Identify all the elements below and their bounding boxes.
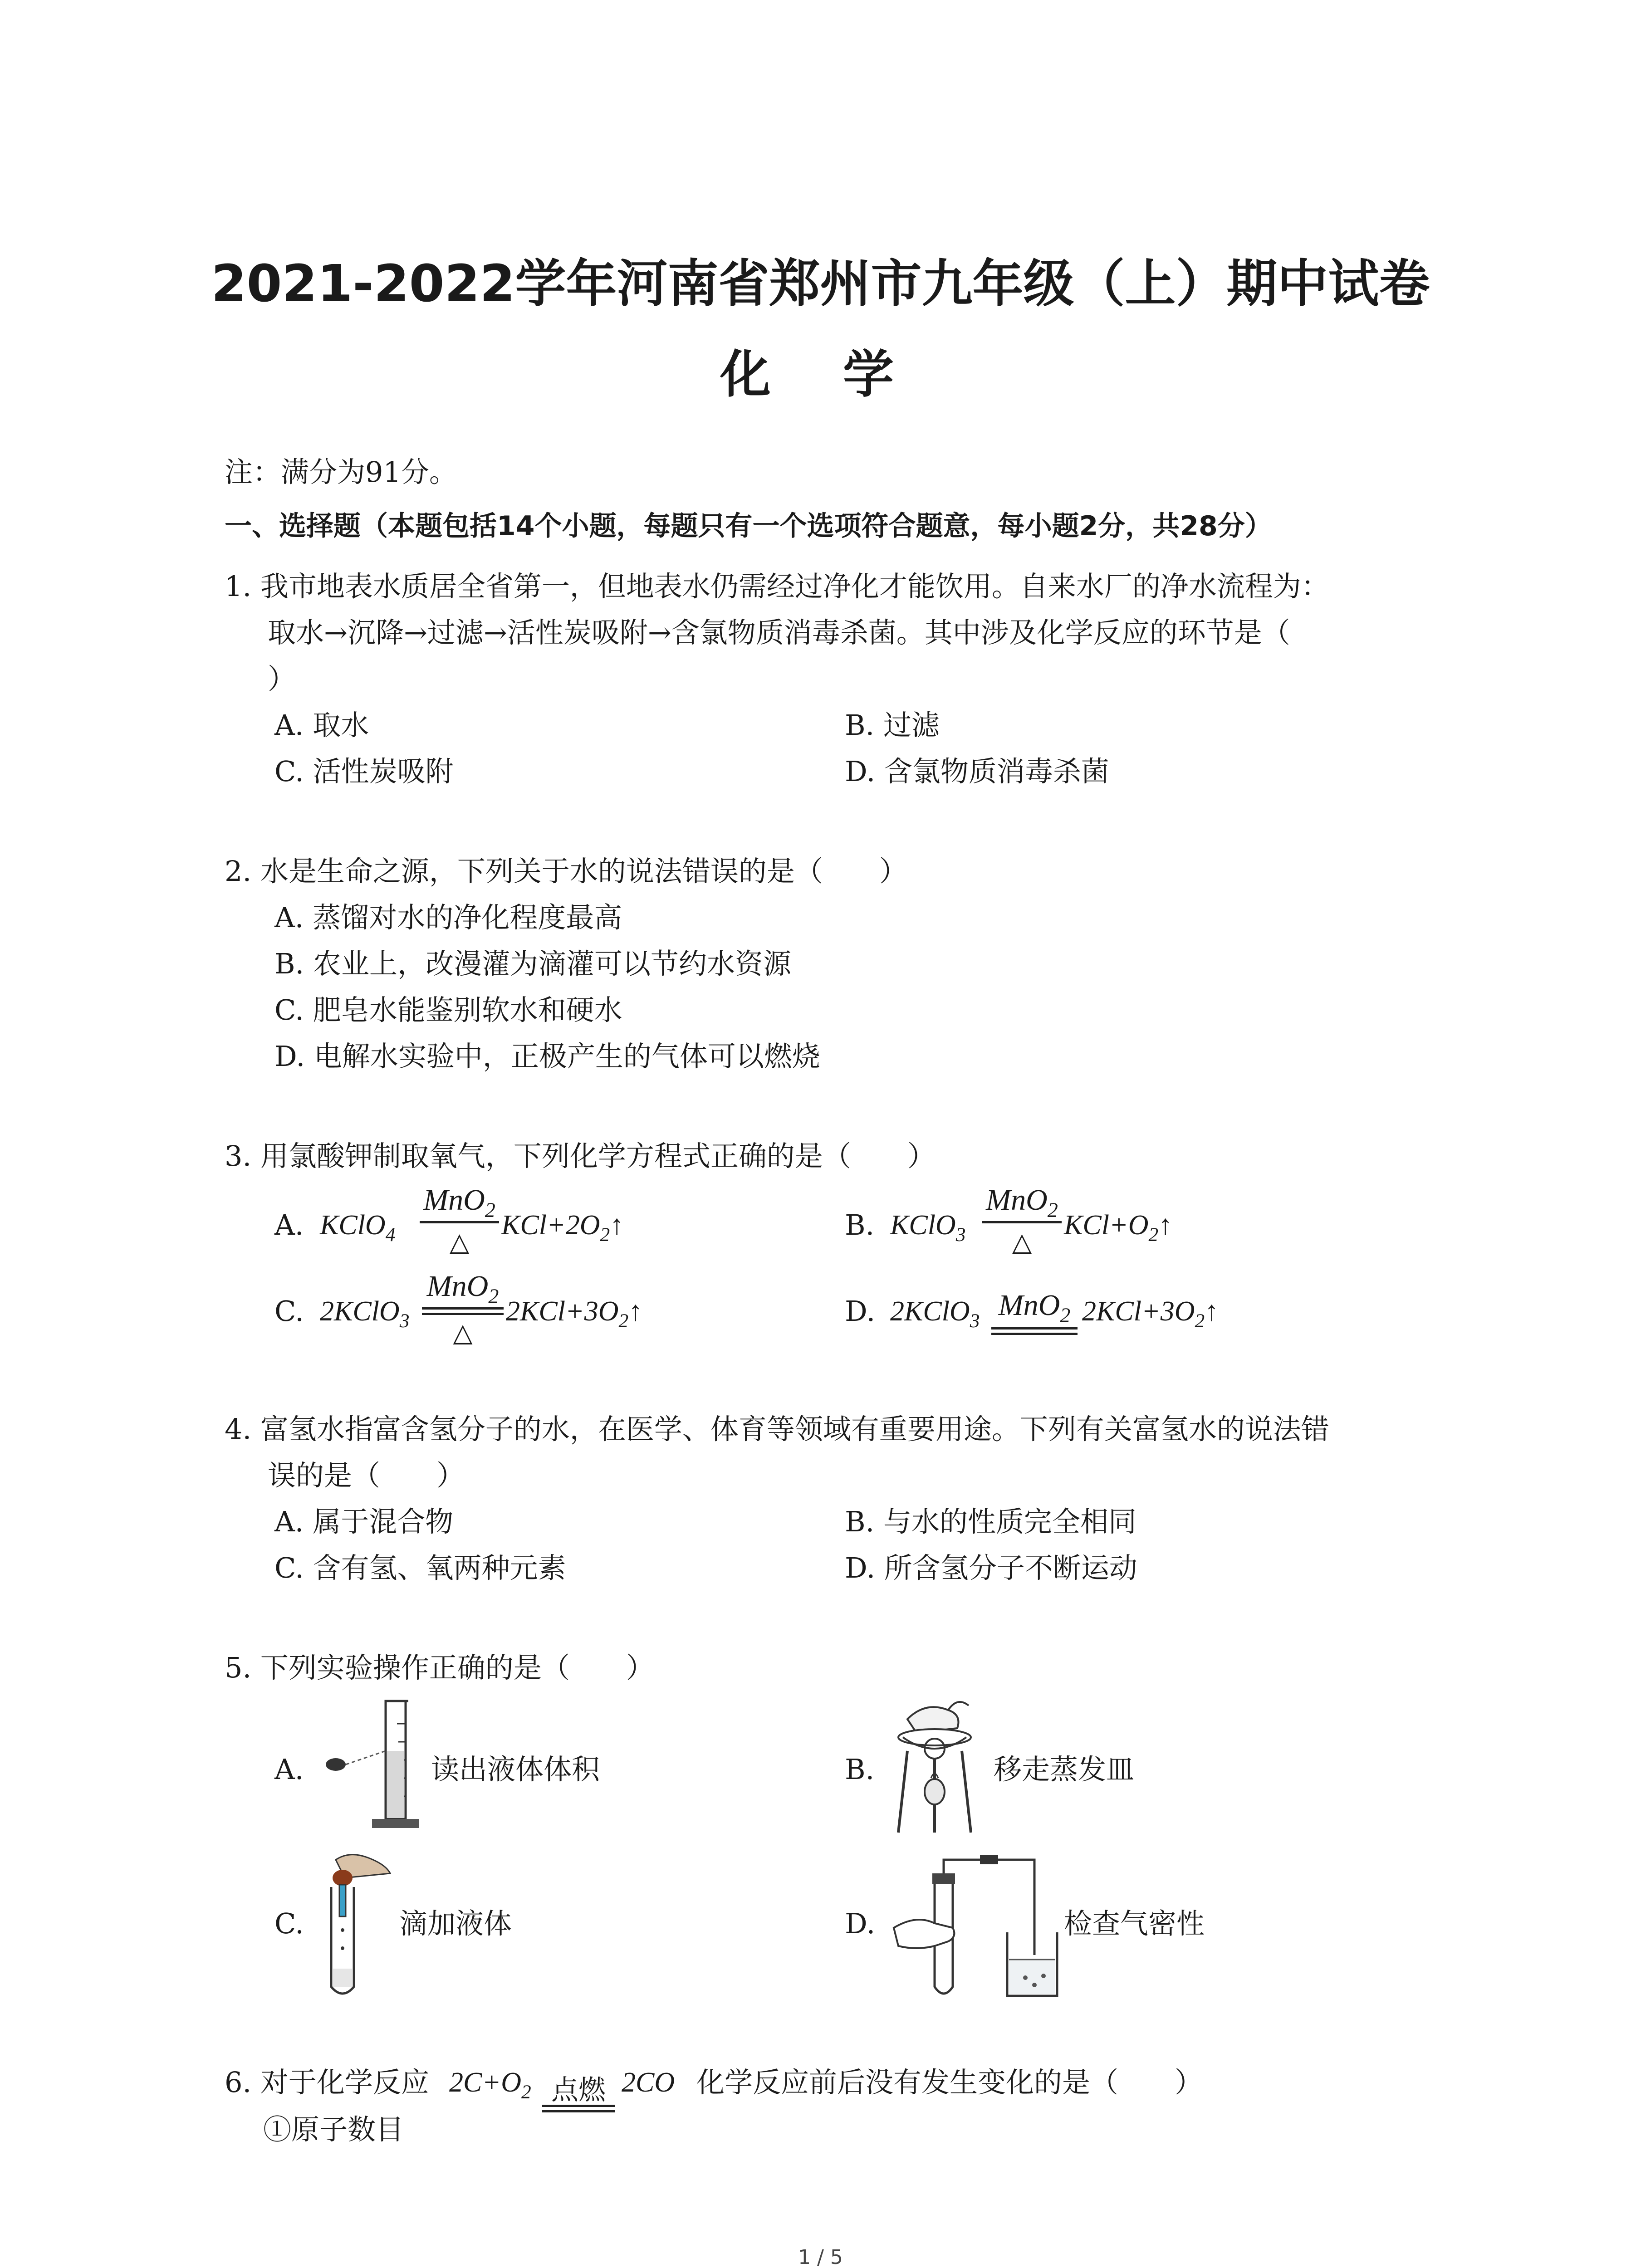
q4-option-d[interactable]: D. 所含氢分子不断运动 — [845, 1551, 1137, 1584]
q2-option-a[interactable]: A. 蒸馏对水的净化程度最高 — [274, 901, 622, 934]
q5-a-label: A. — [274, 1753, 304, 1786]
q1-option-a[interactable]: A. 取水 — [274, 709, 369, 742]
q6-condition: 点燃 — [542, 2064, 615, 2109]
q3-a-label: A. — [274, 1208, 304, 1242]
q1-option-d[interactable]: D. 含氯物质消毒杀菌 — [845, 755, 1109, 788]
dropper-test-tube-image — [318, 1851, 399, 2005]
q2-option-d[interactable]: D. 电解水实验中，正极产生的气体可以燃烧 — [274, 1040, 820, 1073]
q3-c-condition: MnO$_2$ △ — [422, 1269, 504, 1342]
q3-b-reactant: KClO$_3$ — [890, 1210, 966, 1246]
q3-a-products: $KCl+2O_2↑$ — [501, 1210, 624, 1246]
q3-d-condition: MnO$_2$ — [991, 1288, 1078, 1334]
q6-stem-suffix: 化学反应前后没有发生变化的是（ ） — [696, 2066, 1203, 2099]
q6-reactants: $2C+O_2$ — [449, 2067, 531, 2103]
q3-a-condition: MnO$_2$ △ — [420, 1183, 499, 1256]
q5-stem: 5. 下列实验操作正确的是（ ） — [225, 1651, 654, 1684]
q1-option-b[interactable]: B. 过滤 — [845, 709, 940, 742]
q4-option-c[interactable]: C. 含有氢、氧两种元素 — [274, 1551, 566, 1584]
q4-option-b[interactable]: B. 与水的性质完全相同 — [845, 1505, 1136, 1538]
q1-stem-line1: 1. 我市地表水质居全省第一，但地表水仍需经过净化才能饮用。自来水厂的净水流程为： — [225, 570, 1329, 603]
q3-c-reactant: 2KClO$_3$ — [320, 1296, 410, 1332]
q5-b-label: B. — [845, 1753, 875, 1786]
q3-c-label: C. — [274, 1295, 304, 1328]
q4-option-a[interactable]: A. 属于混合物 — [274, 1505, 454, 1538]
exam-title: 2021-2022学年河南省郑州市九年级（上）期中试卷 — [211, 254, 1430, 313]
q3-stem: 3. 用氯酸钾制取氧气，下列化学方程式正确的是（ ） — [225, 1139, 936, 1173]
q3-b-label: B. — [845, 1208, 875, 1242]
q2-stem: 2. 水是生命之源，下列关于水的说法错误的是（ ） — [225, 855, 907, 888]
q3-d-label: D. — [845, 1295, 876, 1328]
page-number: 1 / 5 — [798, 2246, 843, 2268]
q1-option-c[interactable]: C. 活性炭吸附 — [274, 755, 454, 788]
q5-d-caption: 检查气密性 — [1064, 1907, 1205, 1940]
q3-a-reactant: KClO$_4$ — [320, 1210, 396, 1246]
q3-b-products: $KCl+O_2↑$ — [1064, 1210, 1173, 1246]
subject-title: 化 学 — [720, 345, 921, 404]
q1-stem-line3: ） — [268, 662, 296, 695]
q5-c-label: C. — [274, 1907, 304, 1940]
q2-option-b[interactable]: B. 农业上，改漫灌为滴灌可以节约水资源 — [274, 947, 791, 980]
section-heading: 一、选择题（本题包括14个小题，每题只有一个选项符合题意，每小题2分，共28分） — [225, 510, 1272, 542]
evaporating-dish-by-hand-image — [889, 1696, 980, 1842]
q3-b-condition: MnO$_2$ △ — [982, 1183, 1062, 1256]
score-note: 注：满分为91分。 — [225, 455, 457, 489]
q1-stem-line2: 取水→沉降→过滤→活性炭吸附→含氯物质消毒杀菌。其中涉及化学反应的环节是（ — [268, 616, 1290, 649]
q3-c-products: $2KCl+3O_2↑$ — [506, 1296, 643, 1332]
q3-d-reactant: 2KClO$_3$ — [890, 1296, 980, 1332]
graduated-cylinder-reading-image — [318, 1696, 426, 1842]
q5-c-caption: 滴加液体 — [399, 1907, 512, 1940]
airtightness-check-image — [889, 1851, 1062, 2005]
q3-d-products: $2KCl+3O_2↑$ — [1082, 1296, 1219, 1332]
q6-item-1: ①原子数目 — [263, 2113, 404, 2146]
q5-a-caption: 读出液体体积 — [431, 1753, 600, 1786]
q2-option-c[interactable]: C. 肥皂水能鉴别软水和硬水 — [274, 993, 622, 1026]
q5-b-caption: 移走蒸发皿 — [994, 1753, 1135, 1786]
q6-products: 2CO — [622, 2067, 675, 2098]
q6-stem-prefix: 6. 对于化学反应 — [225, 2066, 429, 2099]
q5-d-label: D. — [845, 1907, 876, 1940]
q4-stem-line2: 误的是（ ） — [268, 1459, 465, 1492]
q4-stem-line1: 4. 富氢水指富含氢分子的水，在医学、体育等领域有重要用途。下列有关富氢水的说法错 — [225, 1413, 1329, 1446]
